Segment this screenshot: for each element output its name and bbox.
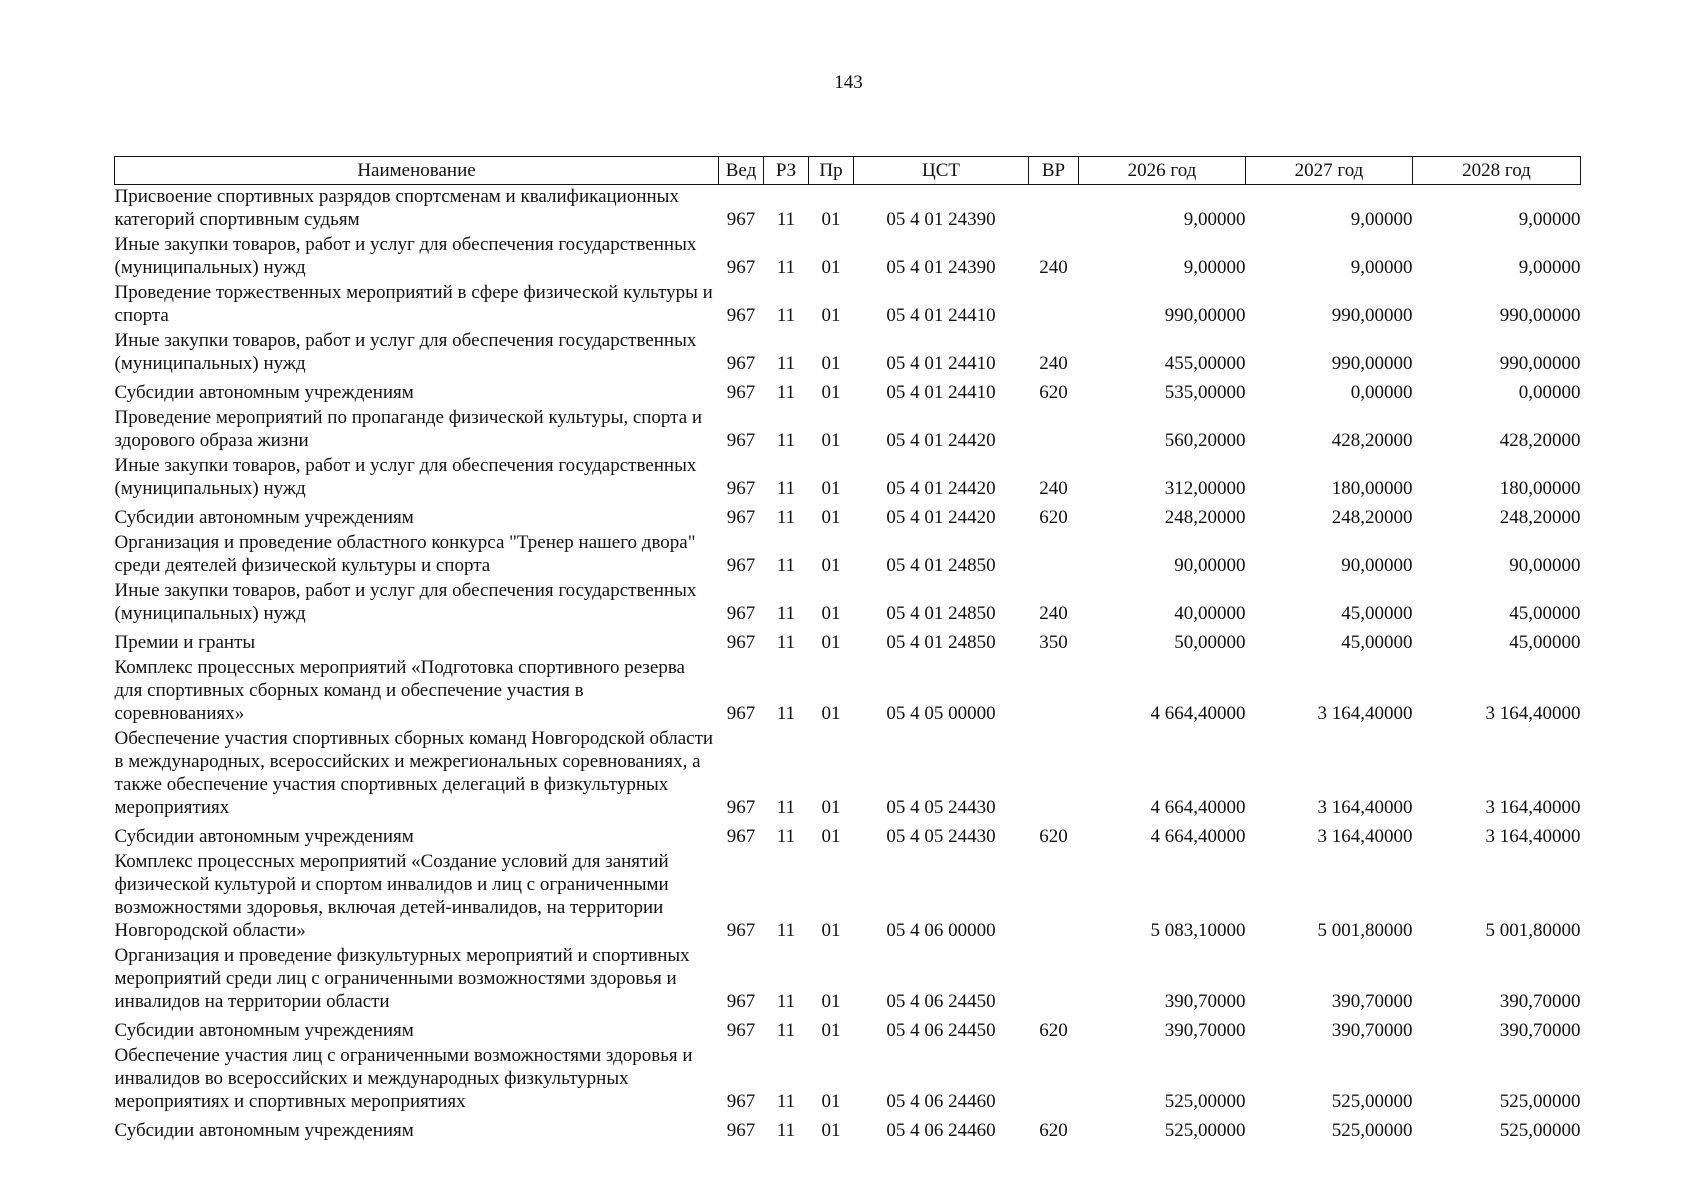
cell-y2026: 50,00000 xyxy=(1174,632,1246,653)
cell-y2026: 535,00000 xyxy=(1164,382,1246,403)
cell-y2027: 9,00000 xyxy=(1350,257,1413,278)
cell-y2026: 5 083,10000 xyxy=(1150,920,1246,941)
cell-y2028: 90,00000 xyxy=(1509,555,1581,576)
cell-name: Иные закупки товаров, работ и услуг для обеспечения государственных (муниципальных) нужд xyxy=(114,455,697,499)
cell-vr: 240 xyxy=(1039,603,1068,624)
cell-y2027: 90,00000 xyxy=(1341,555,1413,576)
cell-ved: 967 xyxy=(726,920,756,941)
cell-name: Проведение торжественных мероприятий в сфере физической культуры и спорта xyxy=(114,282,713,326)
cell-y2027: 390,70000 xyxy=(1331,1020,1413,1041)
cell-y2027: 3 164,40000 xyxy=(1317,826,1413,847)
cell-y2027: 248,20000 xyxy=(1331,507,1413,528)
cell-pr: 01 xyxy=(821,507,841,528)
cell-cst: 05 4 01 24420 xyxy=(886,478,996,499)
cell-cst: 05 4 01 24850 xyxy=(886,603,996,624)
cell-ved: 967 xyxy=(726,1020,756,1041)
cell-ved: 967 xyxy=(726,1091,756,1112)
cell-rz: 11 xyxy=(776,382,796,403)
header-ved: Вед xyxy=(719,157,764,185)
cell-ved: 967 xyxy=(726,1120,756,1141)
cell-cst: 05 4 05 24430 xyxy=(886,797,996,818)
table-row xyxy=(115,233,1581,281)
cell-rz: 11 xyxy=(776,353,796,374)
cell-y2026: 525,00000 xyxy=(1164,1120,1246,1141)
cell-cst: 05 4 01 24420 xyxy=(886,507,996,528)
cell-name: Проведение мероприятий по пропаганде физической культуры, спорта и здорового образа жизни xyxy=(114,407,703,451)
cell-ved: 967 xyxy=(726,305,756,326)
cell-y2026: 455,00000 xyxy=(1164,353,1246,374)
cell-name: Премии и гранты xyxy=(114,632,256,653)
table-row xyxy=(115,329,1581,377)
cell-ved: 967 xyxy=(726,797,756,818)
header-cst: ЦСТ xyxy=(854,157,1029,185)
table-header-row xyxy=(115,157,1581,185)
cell-pr: 01 xyxy=(821,991,841,1012)
cell-cst: 05 4 01 24410 xyxy=(886,353,996,374)
cell-y2027: 180,00000 xyxy=(1331,478,1413,499)
cell-y2026: 9,00000 xyxy=(1183,257,1246,278)
cell-name: Комплекс процессных мероприятий «Подготовка спортивного резерва для спортивных сборных команд и обеспечение участия в соревнованиях» xyxy=(114,657,685,724)
cell-y2027: 3 164,40000 xyxy=(1317,797,1413,818)
cell-cst: 05 4 06 24450 xyxy=(886,1020,996,1041)
cell-vr xyxy=(1029,406,1079,454)
cell-name: Иные закупки товаров, работ и услуг для обеспечения государственных (муниципальных) нужд xyxy=(114,234,697,278)
cell-vr xyxy=(1029,281,1079,329)
header-2026: 2026 год xyxy=(1079,157,1246,185)
cell-y2027: 990,00000 xyxy=(1331,305,1413,326)
cell-rz: 11 xyxy=(776,797,796,818)
table-row xyxy=(115,502,1581,531)
cell-vr: 240 xyxy=(1039,257,1068,278)
cell-name: Субсидии автономным учреждениям xyxy=(114,1020,414,1041)
cell-name: Обеспечение участия спортивных сборных команд Новгородской области в международных, всероссийских и межрегиональных соревнованиях, а также обеспечение участия спортивных делегаций в физкультурных мероприятиях xyxy=(114,728,714,818)
header-rz: РЗ xyxy=(764,157,809,185)
cell-rz: 11 xyxy=(776,305,796,326)
cell-ved: 967 xyxy=(726,478,756,499)
cell-vr xyxy=(1029,656,1079,727)
cell-y2028: 9,00000 xyxy=(1518,209,1581,230)
cell-vr xyxy=(1029,531,1079,579)
cell-y2027: 990,00000 xyxy=(1331,353,1413,374)
cell-y2028: 428,20000 xyxy=(1499,430,1581,451)
cell-cst: 05 4 01 24850 xyxy=(886,555,996,576)
cell-cst: 05 4 06 24450 xyxy=(886,991,996,1012)
cell-name: Организация и проведение областного конкурса "Тренер нашего двора" среди деятелей физической культуры и спорта xyxy=(114,532,696,576)
cell-vr: 620 xyxy=(1039,826,1068,847)
cell-vr: 240 xyxy=(1039,478,1068,499)
cell-y2026: 40,00000 xyxy=(1174,603,1246,624)
cell-cst: 05 4 06 24460 xyxy=(886,1120,996,1141)
cell-rz: 11 xyxy=(776,507,796,528)
table-row xyxy=(115,656,1581,727)
cell-vr: 240 xyxy=(1039,353,1068,374)
cell-name: Присвоение спортивных разрядов спортсменам и квалификационных категорий спортивным судьям xyxy=(114,186,679,230)
cell-y2026: 90,00000 xyxy=(1174,555,1246,576)
cell-pr: 01 xyxy=(821,603,841,624)
header-vr: ВР xyxy=(1029,157,1079,185)
cell-pr: 01 xyxy=(821,209,841,230)
cell-cst: 05 4 01 24850 xyxy=(886,632,996,653)
table-row xyxy=(115,850,1581,944)
cell-pr: 01 xyxy=(821,1091,841,1112)
cell-ved: 967 xyxy=(726,826,756,847)
cell-y2027: 428,20000 xyxy=(1331,430,1413,451)
cell-rz: 11 xyxy=(776,603,796,624)
cell-cst: 05 4 06 24460 xyxy=(886,1091,996,1112)
cell-ved: 967 xyxy=(726,353,756,374)
table-row xyxy=(115,281,1581,329)
cell-rz: 11 xyxy=(776,555,796,576)
cell-y2027: 45,00000 xyxy=(1341,603,1413,624)
cell-rz: 11 xyxy=(776,920,796,941)
cell-name: Субсидии автономным учреждениям xyxy=(114,1120,414,1141)
cell-pr: 01 xyxy=(821,555,841,576)
header-2027: 2027 год xyxy=(1246,157,1413,185)
cell-y2028: 248,20000 xyxy=(1499,507,1581,528)
cell-rz: 11 xyxy=(776,257,796,278)
table-row xyxy=(115,579,1581,627)
cell-pr: 01 xyxy=(821,1120,841,1141)
cell-vr xyxy=(1029,944,1079,1015)
cell-vr: 620 xyxy=(1039,1120,1068,1141)
cell-y2026: 560,20000 xyxy=(1164,430,1246,451)
cell-y2028: 3 164,40000 xyxy=(1485,703,1581,724)
cell-rz: 11 xyxy=(776,991,796,1012)
cell-y2028: 3 164,40000 xyxy=(1485,797,1581,818)
cell-y2027: 45,00000 xyxy=(1341,632,1413,653)
cell-ved: 967 xyxy=(726,603,756,624)
cell-rz: 11 xyxy=(776,1091,796,1112)
cell-name: Комплекс процессных мероприятий «Создание условий для занятий физической культурой и спортом инвалидов и лиц с ограниченными возможностями здоровья, включая детей-инвалидов, на территории Новгородской области» xyxy=(114,851,669,941)
cell-y2028: 45,00000 xyxy=(1509,603,1581,624)
cell-cst: 05 4 01 24390 xyxy=(886,257,996,278)
cell-pr: 01 xyxy=(821,478,841,499)
cell-y2028: 3 164,40000 xyxy=(1485,826,1581,847)
header-pr: Пр xyxy=(809,157,854,185)
cell-pr: 01 xyxy=(821,305,841,326)
cell-pr: 01 xyxy=(821,430,841,451)
cell-pr: 01 xyxy=(821,826,841,847)
cell-ved: 967 xyxy=(726,430,756,451)
cell-y2028: 45,00000 xyxy=(1509,632,1581,653)
cell-ved: 967 xyxy=(726,209,756,230)
cell-y2027: 390,70000 xyxy=(1331,991,1413,1012)
cell-rz: 11 xyxy=(776,1120,796,1141)
cell-vr: 620 xyxy=(1039,1020,1068,1041)
cell-pr: 01 xyxy=(821,257,841,278)
cell-pr: 01 xyxy=(821,353,841,374)
cell-pr: 01 xyxy=(821,920,841,941)
cell-vr: 350 xyxy=(1039,632,1068,653)
table-row xyxy=(115,185,1581,234)
table-body xyxy=(115,185,1581,1145)
cell-ved: 967 xyxy=(726,632,756,653)
cell-y2027: 3 164,40000 xyxy=(1317,703,1413,724)
table-row xyxy=(115,944,1581,1015)
cell-rz: 11 xyxy=(776,478,796,499)
cell-y2028: 180,00000 xyxy=(1499,478,1581,499)
cell-pr: 01 xyxy=(821,703,841,724)
cell-vr xyxy=(1029,1044,1079,1115)
header-name: Наименование xyxy=(115,157,719,185)
table-row xyxy=(115,1044,1581,1115)
cell-ved: 967 xyxy=(726,382,756,403)
cell-rz: 11 xyxy=(776,430,796,451)
cell-y2026: 990,00000 xyxy=(1164,305,1246,326)
cell-y2026: 4 664,40000 xyxy=(1150,826,1246,847)
cell-rz: 11 xyxy=(776,1020,796,1041)
table-row xyxy=(115,377,1581,406)
cell-ved: 967 xyxy=(726,991,756,1012)
cell-y2027: 5 001,80000 xyxy=(1317,920,1413,941)
cell-vr: 620 xyxy=(1039,507,1068,528)
cell-y2028: 390,70000 xyxy=(1499,1020,1581,1041)
cell-y2026: 4 664,40000 xyxy=(1150,797,1246,818)
cell-vr xyxy=(1029,850,1079,944)
cell-name: Иные закупки товаров, работ и услуг для обеспечения государственных (муниципальных) нужд xyxy=(114,580,697,624)
cell-y2028: 990,00000 xyxy=(1499,353,1581,374)
cell-y2028: 0,00000 xyxy=(1518,382,1581,403)
cell-ved: 967 xyxy=(726,257,756,278)
cell-y2026: 4 664,40000 xyxy=(1150,703,1246,724)
cell-pr: 01 xyxy=(821,382,841,403)
page-number: 143 xyxy=(834,72,863,93)
cell-vr xyxy=(1029,185,1079,234)
cell-vr xyxy=(1029,727,1079,821)
cell-ved: 967 xyxy=(726,555,756,576)
cell-y2028: 390,70000 xyxy=(1499,991,1581,1012)
table-row xyxy=(115,1115,1581,1144)
cell-y2028: 5 001,80000 xyxy=(1485,920,1581,941)
cell-y2027: 525,00000 xyxy=(1331,1120,1413,1141)
cell-ved: 967 xyxy=(726,507,756,528)
cell-y2026: 525,00000 xyxy=(1164,1091,1246,1112)
cell-y2027: 0,00000 xyxy=(1350,382,1413,403)
cell-cst: 05 4 01 24410 xyxy=(886,305,996,326)
table-row xyxy=(115,1015,1581,1044)
cell-cst: 05 4 05 24430 xyxy=(886,826,996,847)
cell-ved: 967 xyxy=(726,703,756,724)
cell-cst: 05 4 05 00000 xyxy=(886,703,996,724)
cell-y2026: 9,00000 xyxy=(1183,209,1246,230)
table-row xyxy=(115,454,1581,502)
header-2028: 2028 год xyxy=(1413,157,1581,185)
cell-y2028: 990,00000 xyxy=(1499,305,1581,326)
cell-y2026: 248,20000 xyxy=(1164,507,1246,528)
cell-pr: 01 xyxy=(821,632,841,653)
cell-cst: 05 4 06 00000 xyxy=(886,920,996,941)
table-row xyxy=(115,406,1581,454)
cell-y2027: 9,00000 xyxy=(1350,209,1413,230)
cell-y2028: 525,00000 xyxy=(1499,1120,1581,1141)
table-row xyxy=(115,531,1581,579)
cell-name: Организация и проведение физкультурных мероприятий и спортивных мероприятий среди лиц с ограниченными возможностями здоровья и инвалидов на территории области xyxy=(114,945,690,1012)
cell-y2026: 390,70000 xyxy=(1164,1020,1246,1041)
cell-y2028: 525,00000 xyxy=(1499,1091,1581,1112)
cell-name: Обеспечение участия лиц с ограниченными возможностями здоровья и инвалидов во всероссийских и международных физкультурных мероприятиях и спортивных мероприятиях xyxy=(114,1045,693,1112)
cell-y2026: 390,70000 xyxy=(1164,991,1246,1012)
cell-cst: 05 4 01 24410 xyxy=(886,382,996,403)
cell-vr: 620 xyxy=(1039,382,1068,403)
cell-y2026: 312,00000 xyxy=(1164,478,1246,499)
cell-name: Субсидии автономным учреждениям xyxy=(114,507,414,528)
table-row xyxy=(115,627,1581,656)
cell-pr: 01 xyxy=(821,1020,841,1041)
cell-name: Иные закупки товаров, работ и услуг для обеспечения государственных (муниципальных) нужд xyxy=(114,330,697,374)
cell-rz: 11 xyxy=(776,826,796,847)
cell-name: Субсидии автономным учреждениям xyxy=(114,826,414,847)
budget-table xyxy=(114,156,1581,1144)
cell-rz: 11 xyxy=(776,632,796,653)
cell-y2027: 525,00000 xyxy=(1331,1091,1413,1112)
cell-rz: 11 xyxy=(776,209,796,230)
table-row xyxy=(115,821,1581,850)
cell-rz: 11 xyxy=(776,703,796,724)
cell-cst: 05 4 01 24420 xyxy=(886,430,996,451)
cell-y2028: 9,00000 xyxy=(1518,257,1581,278)
cell-pr: 01 xyxy=(821,797,841,818)
cell-cst: 05 4 01 24390 xyxy=(886,209,996,230)
table-row xyxy=(115,727,1581,821)
cell-name: Субсидии автономным учреждениям xyxy=(114,382,414,403)
